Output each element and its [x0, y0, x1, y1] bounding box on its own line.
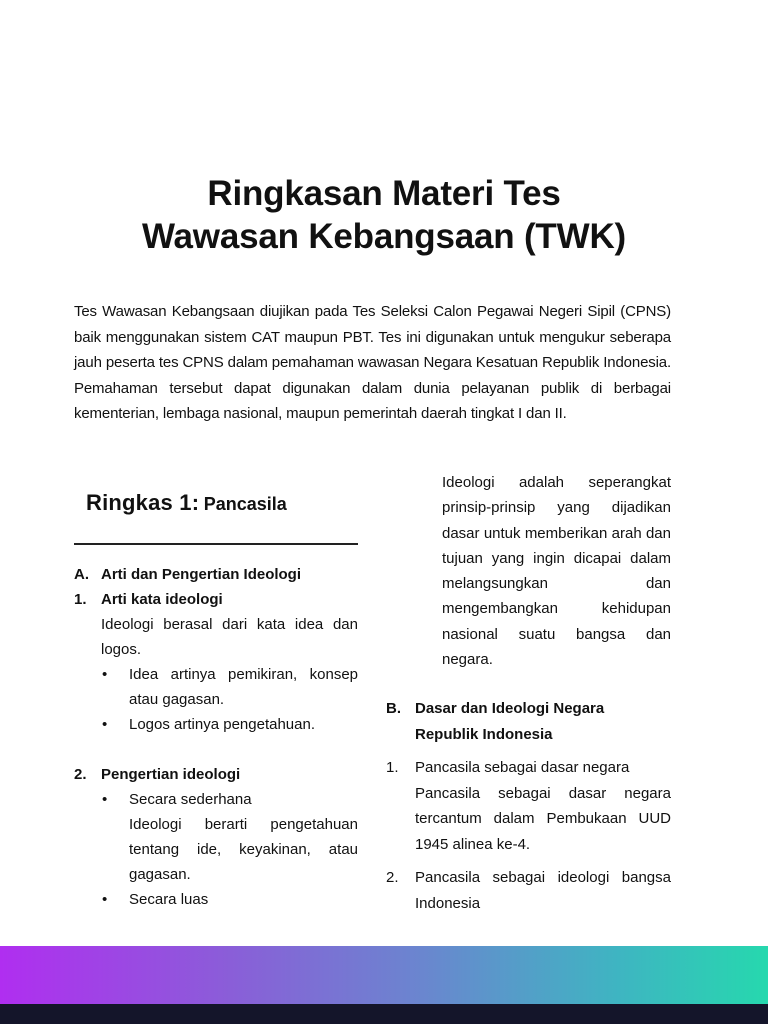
- left-column: [74, 562, 358, 912]
- spacer: [386, 747, 671, 755]
- item-1-number: 1.: [74, 591, 87, 608]
- item-2-number: 2.: [74, 766, 87, 783]
- list-item-1: [386, 755, 671, 857]
- right-column: [386, 470, 671, 916]
- intro-paragraph: Tes Wawasan Kebangsaan diujikan pada Tes Seleksi Calon Pegawai Negeri Sipil (CPNS) baik menggunakan sistem CAT maupun PBT. Tes ini digunakan untuk mengukur seberapa jauh peserta tes CPNS dalam pemahaman wawasan Negara Kesatuan Republik Indonesia. Pemahaman tersebut dapat digunakan dalam dunia pelayanan publik di berbagai kementerian, lembaga nasional, maupun pemerintah daerah tingkat I dan II.: [74, 303, 671, 422]
- bullet-idea-text: Idea artinya pemikiran, konsep atau gagasan.: [129, 666, 358, 708]
- list-item-1-text: Pancasila sebagai dasar negara tercantum dalam Pembukaan UUD 1945 alinea ke-4.: [415, 784, 671, 853]
- bullet-idea: [74, 662, 358, 712]
- sederhana-definition: Ideologi berarti pengetahuan tentang ide, keyakinan, atau gagasan.: [129, 816, 358, 883]
- section-label: Ringkas 1:: [86, 490, 200, 515]
- bullet-icon: •: [102, 716, 108, 733]
- bullet-sederhana-text: Secara sederhana: [129, 791, 252, 808]
- page-title-line-2: Wawasan Kebangsaan (TWK): [142, 217, 626, 256]
- spacer: [386, 857, 671, 865]
- list-item-2: [386, 865, 671, 916]
- list-item-2-number: 2.: [386, 869, 399, 887]
- page-title: [0, 172, 768, 258]
- ideologi-definition: Ideologi adalah seperangkat prinsip-prinsip yang dijadikan dasar untuk memberikan arah dan tujuan yang ingin dicapai dalam melangsungkan dan mengembangkan kehidupan nasional suatu bangsa dan negara.: [442, 474, 671, 669]
- heading-a-title: Arti dan Pengertian Ideologi: [101, 566, 302, 583]
- bullet-icon: •: [102, 666, 108, 683]
- list-item-1-title: Pancasila sebagai dasar negara: [415, 759, 630, 777]
- bullet-icon: •: [102, 791, 108, 808]
- item-2-title: Pengertian ideologi: [101, 766, 241, 783]
- heading-a: [74, 562, 358, 587]
- bullet-sederhana: [74, 787, 358, 812]
- item-1-heading: [74, 587, 358, 612]
- bullet-logos-text: Logos artinya pengetahuan.: [129, 716, 315, 733]
- section-heading: [86, 490, 366, 516]
- heading-a-number: A.: [74, 566, 89, 583]
- item-1-text: Ideologi berasal dari kata idea dan logos.: [101, 616, 358, 658]
- footer-gradient-bar: [0, 946, 768, 1004]
- heading-b-number: B.: [386, 700, 401, 718]
- spacer: [386, 672, 671, 696]
- bullet-icon: •: [102, 891, 108, 908]
- heading-b-title: Dasar dan Ideologi Negara Republik Indonesia: [415, 700, 605, 743]
- list-item-1-number: 1.: [386, 759, 399, 777]
- page-title-line-1: Ringkasan Materi Tes: [207, 174, 561, 213]
- bullet-logos: [74, 712, 358, 737]
- item-1-title: Arti kata ideologi: [101, 591, 223, 608]
- section-divider: [74, 543, 358, 545]
- section-topic: Pancasila: [203, 494, 287, 514]
- heading-b: [386, 696, 671, 747]
- bullet-luas-text: Secara luas: [129, 891, 209, 908]
- bullet-luas: [74, 887, 358, 912]
- spacer: [74, 737, 358, 762]
- item-2-heading: [74, 762, 358, 787]
- footer-dark-strip: [0, 1004, 768, 1024]
- list-item-2-text: Pancasila sebagai ideologi bangsa Indonesia: [415, 869, 671, 912]
